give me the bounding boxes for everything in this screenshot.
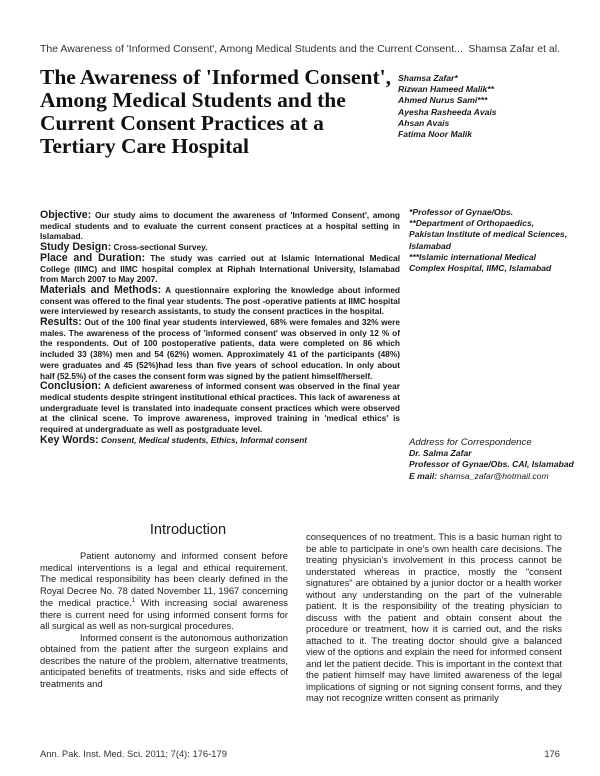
abstract-results (40, 317, 400, 381)
abstract (40, 210, 400, 445)
abstract-keywords (40, 435, 400, 446)
author-list (398, 73, 568, 140)
affiliation: **Department of Orthopaedics, Pakistan Institute of medical Sciences, Islamabad (409, 218, 568, 251)
abstract-conclusion (40, 381, 400, 435)
paragraph: consequences of no treatment. This is a basic human right to be able to participate in one's own health care decisions. The treating physician's involvement in this process cannot be understated whereas in practice, mostly the "consent signatures" are obtained by a junior doctor or a health worker without any understanding on the part of the vulnerable patient. It is the responsibility of the treating physician to discuss with the patient and obtain consent about the procedure or treatment, how it is carried out, and the risks attached to it. The treating doctor should give a balanced view of the options and explain the need for informed consent and let the patient decide. This is important in the context that the patient himself may have limited awareness of the legal implications of signing or not signing consent forms, and they may not recognize written consent as primarily (306, 531, 562, 703)
page-number: 176 (544, 748, 560, 759)
abstract-methods (40, 285, 400, 317)
citation-ref[interactable]: 1 (131, 598, 136, 604)
running-authors: Shamsa Zafar et al. (468, 43, 560, 55)
results-text: Out of the 100 final year students interviewed, 68% were females and 32% were males. The awareness of the process of 'informed consent' was observed in only 12 % of the respondents. Out of 100 postoperative patients, data were completed on 86 which included 33 (38%) men and 54 (62%) women. Approximately 41 of the participants (48%) were graduates and 45 (52%)had less than five years of school education. In only about half (52.5%) of the cases the consent form was signed by the patient himself/herself. (40, 317, 400, 381)
objective-text: Our study aims to document the awareness of 'Informed Consent', among medical students and to evaluate the current consent practices at a hospital setting in Islamabad. (40, 210, 400, 242)
abstract-objective (40, 210, 400, 242)
article-title: The Awareness of 'Informed Consent', Among Medical Students and the Current Consent Practices at a Tertiary Care Hospital (40, 65, 391, 158)
correspondence-position: Professor of Gynae/Obs. CAI, Islamabad (409, 459, 574, 470)
section-heading-introduction: Introduction (149, 522, 227, 538)
methods-text: A questionnaire exploring the knowledge about informed consent was offered to the final year students. The post -operative patients at IIMC hospital were interviewed by research assistants, to study the consent practices in the hospital. (40, 284, 401, 317)
email-label: E mail: (409, 470, 438, 481)
keywords-label: Key Words: (40, 433, 99, 446)
objective-label: Objective: (40, 209, 92, 221)
abstract-place (40, 253, 400, 285)
conclusion-text: A deficient awareness of informed consent was observed in the final year medical students despite stringent institutional ethical practices. This lack of awareness at undergraduate level is translated into inadequate consent practices which were observed at the clinical scene. To improve awareness, improved training in 'medical ethics' is required at undergraduate as well as postgraduate level. (40, 381, 401, 435)
affiliation: ***Islamic international Medical Complex Hospital, IIMC, Islamabad (409, 251, 552, 274)
paragraph (40, 550, 288, 632)
affiliation: *Professor of Gynae/Obs. (409, 207, 514, 217)
paragraph: Informed consent is the autonomous authorization obtained from the patient after the surgeon explains and describes the nature of the problem, alternative treatments, anticipated benefits of treatments, risks and side effects of treatments and (40, 631, 288, 689)
design-text: Cross-sectional Survey. (113, 242, 208, 253)
correspondence-heading: Address for Correspondence (409, 437, 532, 448)
correspondence-block (409, 437, 579, 482)
journal-citation: Ann. Pak. Inst. Med. Sci. 2011; 7(4): 176-179 (40, 748, 227, 759)
author: Fatima Noor Malik (398, 129, 473, 140)
paragraph-text: Patient autonomy and informed consent before medical interventions is a legal and ethical requirement. The medical responsibility has been clearly defined in the Royal Decree No. 78 dated November 11, 1967 concerning the medical practice. (40, 550, 288, 609)
methods-label: Materials and Methods: (40, 283, 162, 296)
body-column-left (40, 550, 288, 689)
author: Ahsan Avais (398, 117, 450, 128)
place-text: The study was carried out at Islamic International Medical College (IIMC) and IIMC hospital complex at Riphah International University, Islamabad from March 2007 to May 2007. (40, 252, 401, 285)
email-address[interactable]: shamsa_zafar@hotmail.com (439, 470, 549, 481)
author: Ayesha Rasheeda Avais (398, 106, 497, 117)
correspondence-name: Dr. Salma Zafar (409, 448, 472, 459)
author: Ahmed Nurus Sami*** (398, 95, 488, 106)
place-label: Place and Duration: (40, 251, 146, 264)
affiliations (409, 207, 569, 274)
author: Shamsa Zafar* (398, 73, 458, 83)
running-title: The Awareness of 'Informed Consent', Among Medical Students and the Current Consent... (40, 43, 463, 55)
keywords-text: Consent, Medical students, Ethics, Informal consent (100, 434, 308, 445)
body-column-right (306, 531, 562, 704)
paragraph-text: With increasing social awareness there is current need for using informed consent forms for all surgical as well as non-surgical procedures. (40, 597, 288, 632)
results-label: Results: (40, 316, 82, 329)
design-label: Study Design: (40, 241, 112, 254)
conclusion-label: Conclusion: (40, 380, 102, 393)
author: Rizwan Hameed Malik** (398, 84, 494, 95)
